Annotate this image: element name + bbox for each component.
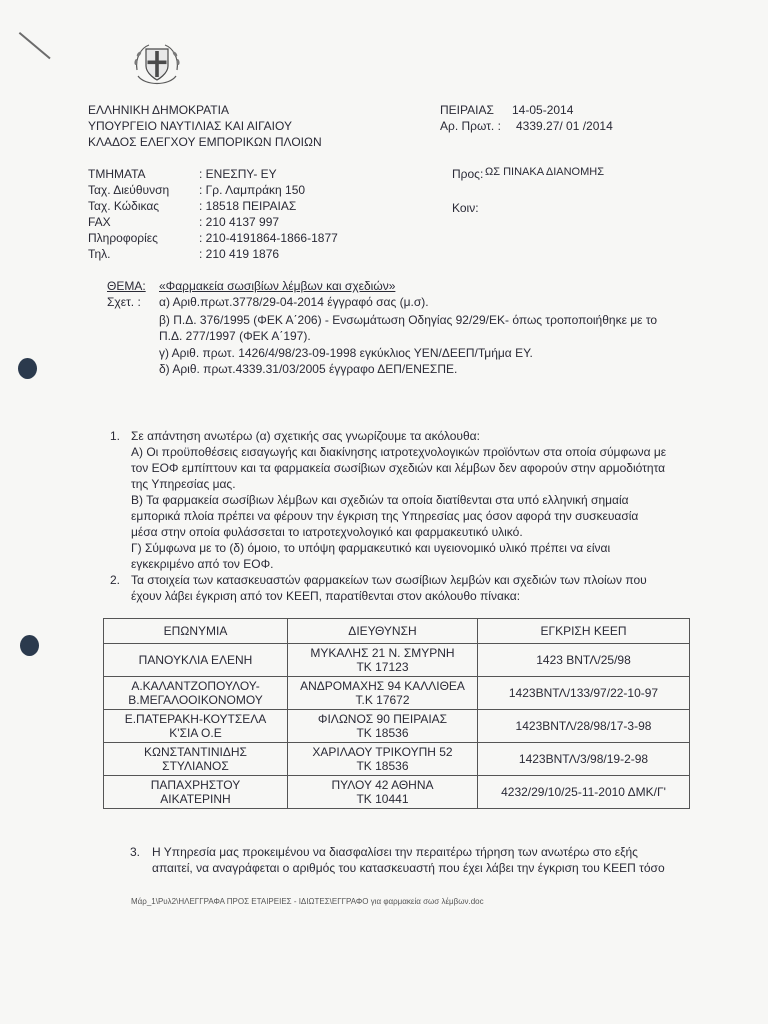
reference-b-cont: Π.Δ. 277/1997 (ΦΕΚ Α΄197). [159, 329, 311, 343]
cell-approval: 1423ΒΝΤΛ/28/98/17-3-98 [478, 710, 690, 743]
table-row [104, 743, 690, 776]
contact-label: Πληροφορίες [88, 231, 158, 245]
paragraph-2-line: έχουν λάβει έγκριση από τον ΚΕΕΠ, παρατίθενται στον ακόλουθο πίνακα: [131, 589, 521, 603]
contact-value: : 18518 ΠΕΙΡΑΙΑΣ [199, 199, 297, 213]
paragraph-1-line: εγκεκριμένο από τον ΕΟΦ. [131, 557, 274, 571]
paragraph-2-line: Τα στοιχεία των κατασκευαστών φαρμακείων των σωσίβιων λεμβών και σχεδιών των πλοίων που [131, 573, 647, 587]
paragraph-1-line: εμπορικά πλοία πρέπει να φέρουν την έγκριση της Υπηρεσίας μας όσον αφορά την συσκευασία [131, 509, 639, 523]
reference-b: β) Π.Δ. 376/1995 (ΦΕΚ Α΄206) - Ενσωμάτωση Οδηγίας 92/29/ΕΚ- όπως τροποποιήθηκε με το [159, 313, 658, 327]
punch-hole-top [18, 358, 37, 379]
cell-name: ΚΩΝΣΤΑΝΤΙΝΙΔΗΣ ΣΤΥΛΙΑΝΟΣ [104, 743, 288, 776]
paragraph-1-line: της Υπηρεσίας μας. [131, 477, 236, 491]
paragraph-3-line: Η Υπηρεσία μας προκειμένου να διασφαλίσει την περαιτέρω τήρηση των ανωτέρω στο εξής [152, 845, 638, 859]
table-row [104, 710, 690, 743]
contact-value: : 210 4137 997 [199, 215, 280, 229]
cell-name: Ε.ΠΑΤΕΡΑΚΗ-ΚΟΥΤΣΕΛΑ Κ'ΣΙΑ Ο.Ε [104, 710, 288, 743]
paragraph-3-number: 3. [130, 845, 141, 859]
paragraph-1-number: 1. [110, 429, 121, 443]
contact-label: Ταχ. Κώδικας [88, 199, 160, 213]
cell-address: ΜΥΚΑΛΗΣ 21 Ν. ΣΜΥΡΝΗ ΤΚ 17123 [288, 644, 478, 677]
cell-address: ΧΑΡΙΛΑΟΥ ΤΡΙΚΟΥΠΗ 52 ΤΚ 18536 [288, 743, 478, 776]
column-header-approval: ΕΓΚΡΙΣΗ ΚΕΕΠ [478, 619, 690, 644]
cell-address: ΦΙΛΩΝΟΣ 90 ΠΕΙΡΑΙΑΣ ΤΚ 18536 [288, 710, 478, 743]
subject-text: «Φαρμακεία σωσιβίων λέμβων και σχεδιών» [159, 279, 396, 293]
paragraph-1-line: μέσα στην οποία φυλάσσεται το ιατροτεχνολογικό και φαρμακευτικό υλικό. [131, 525, 523, 539]
recipient-to-label: Προς: [452, 167, 484, 181]
reference-d: δ) Αριθ. πρωτ.4339.31/03/2005 έγγραφο ΔΕΠ/ΕΝΕΣΠΕ. [159, 362, 458, 376]
cell-name: ΠΑΠΑΧΡΗΣΤΟΥ ΑΙΚΑΤΕΡΙΝΗ [104, 776, 288, 809]
protocol-number: 4339.27/ 01 /2014 [516, 119, 613, 133]
paragraph-1-line: Γ) Σύμφωνα με το (δ) όμοιο, το υπόψη φαρμακευτικό και υγειονομικό υλικό πρέπει να είναι [131, 541, 611, 555]
cell-approval: 1423ΒΝΤΛ/133/97/22-10-97 [478, 677, 690, 710]
cell-name: ΠΑΝΟΥΚΛΙΑ ΕΛΕΝΗ [104, 644, 288, 677]
contact-value: : ΕΝΕΣΠΥ- ΕΥ [199, 167, 277, 181]
paragraph-2-number: 2. [110, 573, 121, 587]
pen-stroke-mark [19, 32, 51, 59]
contact-value: : Γρ. Λαμπράκη 150 [199, 183, 306, 197]
contact-value: : 210-4191864-1866-1877 [199, 231, 338, 245]
cell-approval: 4232/29/10/25-11-2010 ΔΜΚ/Γ' [478, 776, 690, 809]
cell-address: ΑΝΔΡΟΜΑΧΗΣ 94 ΚΑΛΛΙΘΕΑ Τ.Κ 17672 [288, 677, 478, 710]
table-row [104, 776, 690, 809]
cell-name: Α.ΚΑΛΑΝΤΖΟΠΟΥΛΟΥ- Β.ΜΕΓΑΛΟΟΙΚΟΝΟΜΟΥ [104, 677, 288, 710]
org-line-3: ΚΛΑΔΟΣ ΕΛΕΓΧΟΥ ΕΜΠΟΡΙΚΩΝ ΠΛΟΙΩΝ [88, 135, 322, 149]
contact-label: Τηλ. [88, 247, 111, 261]
document-date: 14-05-2014 [512, 103, 574, 117]
contact-label: Ταχ. Διεύθυνση [88, 183, 170, 197]
references-label: Σχετ. : [107, 295, 141, 309]
org-line-1: ΕΛΛΗΝΙΚΗ ΔΗΜΟΚΡΑΤΙΑ [88, 103, 229, 117]
punch-hole-bottom [20, 635, 39, 656]
table-row [104, 677, 690, 710]
subject-label: ΘΕΜΑ: [107, 279, 146, 293]
file-path-footer: Μάρ_1\Ρυλ2\ΗΛΕΓΓΡΑΦΑ ΠΡΟΣ ΕΤΑΙΡΕΙΕΣ - ΙΔΙΩΤΕΣ\ΕΓΓΡΑΦΟ για φαρμακεία σωσ λέμβων.doc [131, 897, 484, 906]
recipient-to-value: ΩΣ ΠΙΝΑΚΑ ΔΙΑΝΟΜΗΣ [485, 166, 605, 178]
paragraph-1-line: Β) Τα φαρμακεία σωσίβιων λέμβων και σχεδιών τα οποία διατίθενται στα υπό ελληνική σημαία [131, 493, 629, 507]
manufacturers-table [103, 618, 690, 809]
paragraph-3-line: απαιτεί, να αναγράφεται ο αριθμός του κατασκευαστή που έχει λάβει την έγκριση του ΚΕΕΠ τόσο [152, 861, 665, 875]
paragraph-1-line: Α) Οι προϋποθέσεις εισαγωγής και διακίνησης ιατροτεχνολογικών προϊόντων στα οποία σύμφωνα με [131, 445, 667, 459]
org-line-2: ΥΠΟΥΡΓΕΙΟ ΝΑΥΤΙΛΙΑΣ ΚΑΙ ΑΙΓΑΙΟΥ [88, 119, 292, 133]
reference-c: γ) Αριθ. πρωτ. 1426/4/98/23-09-1998 εγκύκλιος ΥΕΝ/ΔΕΕΠ/Τμήμα ΕΥ. [159, 346, 533, 360]
contact-value: : 210 419 1876 [199, 247, 280, 261]
table-header-row [104, 619, 690, 644]
contact-label: FAX [88, 215, 111, 229]
paragraph-1-line: Σε απάντηση ανωτέρω (α) σχετικής σας γνωρίζουμε τα ακόλουθα: [131, 429, 480, 443]
place-label: ΠΕΙΡΑΙΑΣ [440, 103, 494, 117]
table-row [104, 644, 690, 677]
protocol-label: Αρ. Πρωτ. : [440, 119, 501, 133]
reference-a: α) Αριθ.πρωτ.3778/29-04-2014 έγγραφό σας (μ.σ). [159, 295, 429, 309]
column-header-name: ΕΠΩΝΥΜΙΑ [104, 619, 288, 644]
greek-coat-of-arms-icon [131, 40, 183, 90]
cell-address: ΠΥΛΟΥ 42 ΑΘΗΝΑ ΤΚ 10441 [288, 776, 478, 809]
contact-label: ΤΜΗΜΑΤΑ [88, 167, 146, 181]
column-header-address: ΔΙΕΥΘΥΝΣΗ [288, 619, 478, 644]
cell-approval: 1423ΒΝΤΛ/3/98/19-2-98 [478, 743, 690, 776]
paragraph-1-line: τον ΕΟΦ εμπίπτουν και τα φαρμακεία σωσίβιων σχεδιών και λέμβων δεν αφορούν στην αρμοδιότητα [131, 461, 666, 475]
cell-approval: 1423 ΒΝΤΛ/25/98 [478, 644, 690, 677]
recipient-cc-label: Κοιν: [452, 201, 479, 215]
